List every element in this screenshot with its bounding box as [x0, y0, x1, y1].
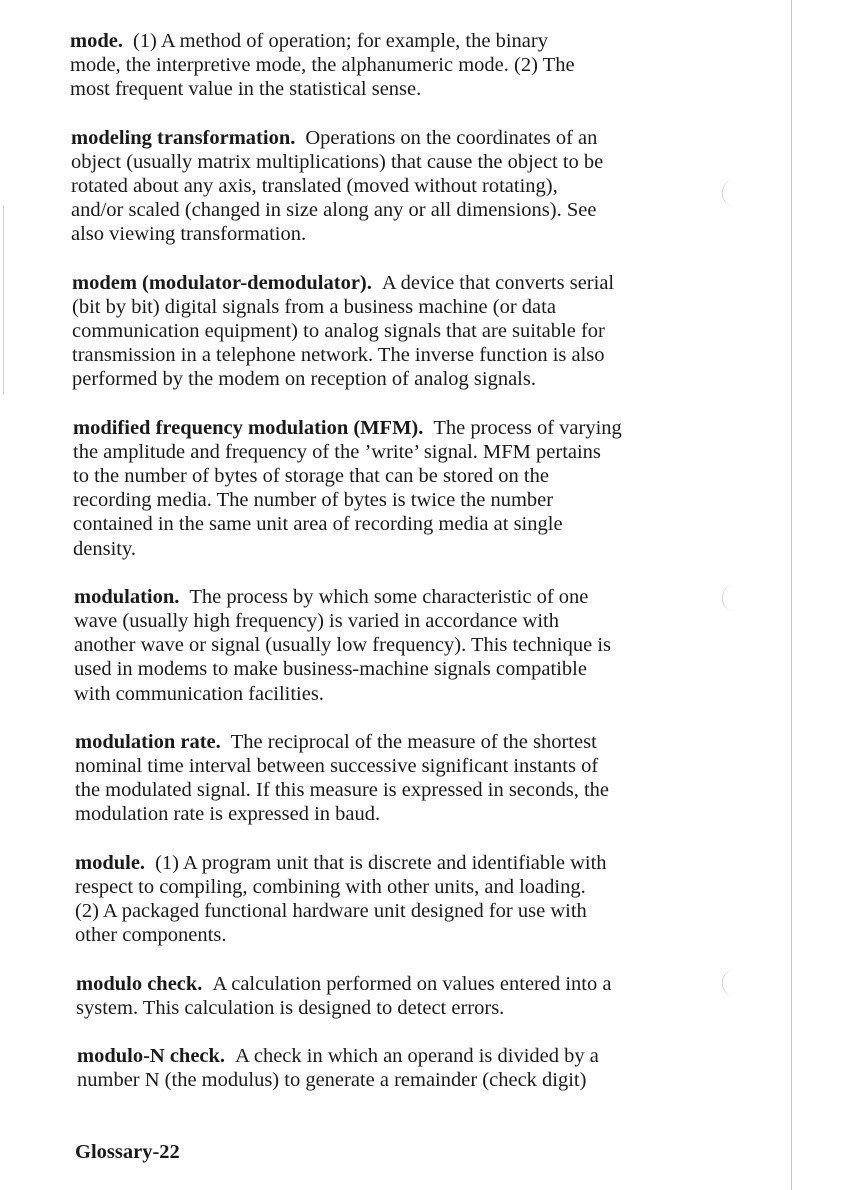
glossary-entry: [70, 29, 710, 102]
entry-definition-text: respect to compiling, combining with other units, and loading.: [75, 875, 586, 898]
entry-line: [76, 996, 710, 1020]
scan-edge-mark: [3, 205, 4, 395]
entry-definition-text: communication equipment) to analog signals that are suitable for: [72, 320, 605, 343]
entry-definition-text: with communication facilities.: [74, 682, 324, 705]
entry-definition-text: A device that converts serial: [381, 271, 615, 294]
glossary-page: [70, 29, 710, 1116]
entry-line: [70, 29, 710, 53]
entry-definition-text: contained in the same unit area of recording media at single: [73, 513, 563, 536]
entry-line: [71, 198, 710, 222]
entry-definition-text: recording media. The number of bytes is twice the number: [73, 489, 554, 512]
entry-definition-text: another wave or signal (usually low frequency). This technique is: [74, 634, 612, 657]
entry-definition-text: The process of varying: [433, 416, 622, 439]
glossary-entry: [77, 1044, 710, 1092]
glossary-entry: [74, 585, 710, 706]
entry-definition-text: (1) A program unit that is discrete and identifiable with: [155, 851, 607, 874]
entry-line: [73, 440, 710, 464]
entry-line: [75, 923, 710, 947]
entry-line: [73, 416, 710, 440]
entry-line: [72, 319, 710, 343]
entry-line: [71, 174, 710, 198]
entry-line: [75, 851, 710, 875]
entry-definition-text: (bit by bit) digital signals from a business machine (or data: [72, 295, 556, 318]
entry-line: [73, 464, 710, 488]
entry-term: module.: [75, 851, 146, 874]
entry-definition-text: (2) A packaged functional hardware unit designed for use with: [75, 900, 587, 923]
binder-hole-mark: [722, 970, 735, 996]
entry-line: [71, 126, 710, 150]
entry-definition-text: mode, the interpretive mode, the alphanumeric mode. (2) The: [70, 54, 575, 77]
entry-line: [71, 150, 710, 174]
glossary-entry: [73, 416, 710, 561]
entry-definition-text: performed by the modem on reception of analog signals.: [72, 368, 536, 391]
glossary-entry: [71, 126, 710, 247]
entry-term: mode.: [70, 30, 123, 52]
entry-definition-text: object (usually matrix multiplications) that cause the object to be: [71, 150, 604, 173]
entry-line: [74, 657, 710, 681]
entry-line: [72, 367, 710, 391]
entry-definition-text: number N (the modulus) to generate a remainder (check digit): [77, 1069, 587, 1092]
entry-definition-text: other components.: [75, 924, 227, 947]
entry-definition-text: and/or scaled (changed in size along any or all dimensions). See: [71, 199, 597, 222]
glossary-entry: [75, 730, 710, 827]
glossary-entry: [72, 271, 710, 392]
entry-definition-text: wave (usually high frequency) is varied in accordance with: [74, 610, 559, 633]
entry-line: [76, 972, 710, 996]
entry-line: [72, 343, 710, 367]
entry-definition-text: The process by which some characteristic of one: [189, 585, 589, 608]
entry-line: [70, 77, 710, 101]
entry-term: modem (modulator-demodulator).: [72, 271, 372, 294]
entry-definition-text: the modulated signal. If this measure is expressed in seconds, the: [75, 779, 610, 802]
entry-definition-text: most frequent value in the statistical sense.: [70, 78, 422, 101]
entry-definition-text: density.: [73, 537, 137, 560]
entry-definition-text: transmission in a telephone network. The inverse function is also: [72, 344, 605, 367]
binder-hole-mark: [722, 585, 735, 611]
entry-definition-text: nominal time interval between successive significant instants of: [75, 755, 599, 778]
page-footer: Glossary-22: [75, 1141, 180, 1163]
entry-line: [74, 633, 710, 657]
entry-definition-text: The reciprocal of the measure of the shortest: [230, 730, 597, 753]
glossary-entry: [76, 972, 710, 1020]
entry-line: [70, 53, 710, 77]
glossary-entry: [75, 851, 710, 948]
entry-line: [73, 512, 710, 536]
entry-line: [75, 875, 710, 899]
entry-line: [75, 778, 710, 802]
entry-definition-text: rotated about any axis, translated (moved without rotating),: [71, 175, 558, 198]
entry-line: [77, 1044, 710, 1068]
entry-line: [73, 488, 710, 512]
entry-line: [74, 585, 710, 609]
entry-definition-text: (1) A method of operation; for example, the binary: [132, 30, 548, 52]
entry-term: modulation.: [74, 585, 180, 608]
entry-definition-text: Operations on the coordinates of an: [305, 126, 598, 149]
entry-definition-text: also viewing transformation.: [71, 223, 307, 246]
entry-line: [74, 609, 710, 633]
entry-line: [71, 222, 710, 246]
entry-definition-text: system. This calculation is designed to detect errors.: [76, 996, 505, 1019]
entry-definition-text: modulation rate is expressed in baud.: [75, 803, 381, 826]
entry-line: [74, 682, 710, 706]
binding-edge-line: [791, 0, 792, 1190]
entry-term: modulo-N check.: [77, 1044, 226, 1067]
entry-term: modulo check.: [76, 972, 203, 995]
entry-definition-text: A calculation performed on values entered into a: [212, 972, 612, 995]
binder-hole-mark: [722, 180, 735, 206]
entry-line: [72, 295, 710, 319]
entry-definition-text: the amplitude and frequency of the ’write’ signal. MFM pertains: [73, 440, 601, 463]
entry-line: [72, 271, 710, 295]
entry-definition-text: A check in which an operand is divided by a: [235, 1044, 599, 1067]
entry-term: modified frequency modulation (MFM).: [73, 416, 424, 439]
entry-line: [75, 754, 710, 778]
entry-line: [73, 537, 710, 561]
entry-line: [75, 730, 710, 754]
entry-line: [75, 802, 710, 826]
entry-line: [77, 1068, 710, 1092]
entry-term: modeling transformation.: [71, 126, 296, 149]
entry-definition-text: to the number of bytes of storage that can be stored on the: [73, 465, 549, 488]
entry-term: modulation rate.: [75, 730, 221, 753]
entry-line: [75, 899, 710, 923]
entry-definition-text: used in modems to make business-machine signals compatible: [74, 658, 587, 681]
